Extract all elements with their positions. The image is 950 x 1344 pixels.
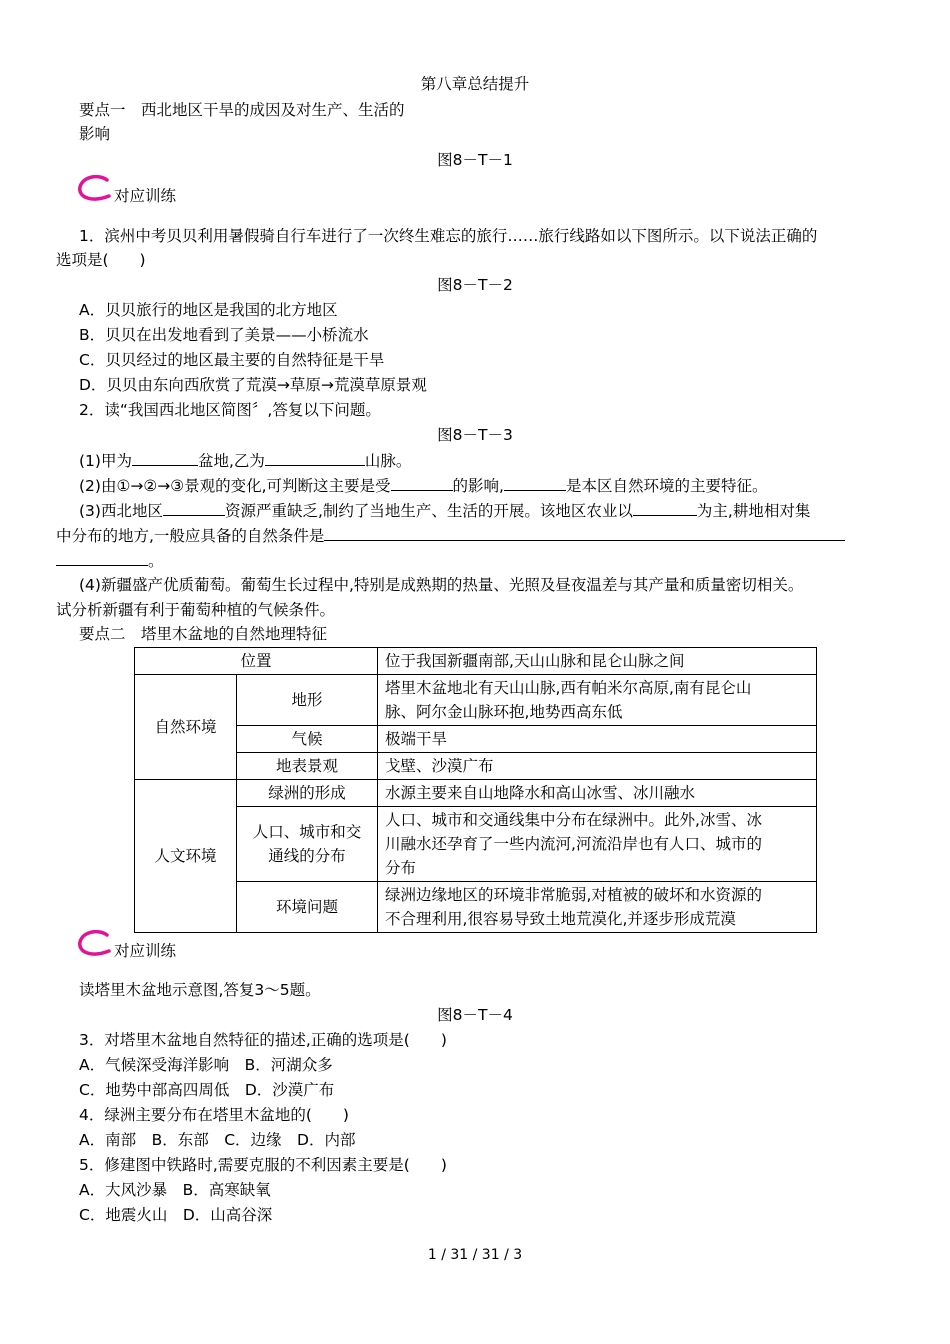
- section2-intro: 读塔里木盆地示意图,答复3～5题。: [79, 981, 321, 999]
- figure-caption-1: 图8－T－1: [437, 151, 513, 169]
- q5-options-ab: A．大风沙暴 B．高寒缺氧: [79, 1181, 271, 1199]
- table-row: [135, 780, 817, 807]
- training-label-1: 对应训练: [114, 187, 177, 205]
- q2-intro: 2．读“我国西北地区简图〞,答复以下问题。: [79, 401, 381, 419]
- answer-blank[interactable]: [132, 449, 198, 466]
- table-row: [135, 807, 817, 882]
- q5-stem: 5．修建图中铁路时,需要克服的不利因素主要是( ): [79, 1156, 447, 1174]
- table-cell: 位置: [135, 648, 378, 675]
- answer-blank[interactable]: [163, 499, 225, 516]
- answer-blank[interactable]: [504, 474, 566, 491]
- table-row: [135, 675, 817, 726]
- q1-option-c: C．贝贝经过的地区最主要的自然特征是干旱: [79, 351, 385, 369]
- answer-blank[interactable]: [633, 499, 697, 516]
- answer-blank[interactable]: [324, 524, 845, 541]
- page-title: 第八章总结提升: [420, 75, 530, 93]
- section1-heading-cont: 影响: [79, 125, 111, 143]
- figure-caption-2: 图8－T－2: [437, 276, 513, 294]
- q2-part2: (2)由①→②→③景观的变化,可判断这主要是受 的影响, 是本区自然环境的主要特征。: [79, 474, 768, 497]
- section1-heading: 要点一 西北地区干旱的成因及对生产、生活的: [79, 101, 405, 119]
- table-cell: 环境问题: [237, 882, 378, 933]
- table-cell: 绿洲边缘地区的环境非常脆弱,对植被的破坏和水资源的 不合理利用,很容易导致土地荒漠化,并逐步形成荒漠: [378, 882, 817, 933]
- answer-blank[interactable]: [56, 549, 148, 566]
- table-cell: 自然环境: [135, 675, 237, 780]
- q2-part1: (1)甲为 盆地,乙为 山脉。: [79, 449, 411, 472]
- q3-stem: 3．对塔里木盆地自然特征的描述,正确的选项是( ): [79, 1031, 447, 1049]
- figure-caption-3: 图8－T－3: [437, 426, 513, 444]
- q2-part3-cont: 中分布的地方,一般应具备的自然条件是: [56, 524, 845, 547]
- table-cell: 地表景观: [237, 753, 378, 780]
- q2-part4: (4)新疆盛产优质葡萄。葡萄生长过程中,特别是成熟期的热量、光照及昼夜温差与其产量和质量密切相关。: [79, 576, 804, 594]
- table-cell: 人口、城市和交通线集中分布在绿洲中。此外,冰雪、冰 川融水还孕育了一些内流河,河流沿岸也有人口、城市的 分布: [378, 807, 817, 882]
- table-cell: 极端干旱: [378, 726, 817, 753]
- q2-part3: (3)西北地区 资源严重缺乏,制约了当地生产、生活的开展。该地区农业以 为主,耕地相对集: [79, 499, 810, 522]
- q1-option-d: D．贝贝由东向西欣赏了荒漠→草原→荒漠草原景观: [79, 376, 427, 394]
- q1-option-b: B．贝贝在出发地看到了美景——小桥流水: [79, 326, 369, 344]
- q2-part3-end: 。: [56, 549, 164, 572]
- q4-options: A．南部 B．东部 C．边缘 D．内部: [79, 1131, 356, 1149]
- answer-blank[interactable]: [265, 449, 365, 466]
- table-cell: 地形: [237, 675, 378, 726]
- q2-part4-cont: 试分析新疆有利于葡萄种植的气候条件。: [56, 601, 336, 619]
- table-cell: 气候: [237, 726, 378, 753]
- q4-stem: 4．绿洲主要分布在塔里木盆地的( ): [79, 1106, 349, 1124]
- swoosh-icon: [77, 930, 111, 960]
- answer-blank[interactable]: [391, 474, 453, 491]
- figure-caption-4: 图8－T－4: [437, 1006, 513, 1024]
- section2-heading: 要点二 塔里木盆地的自然地理特征: [79, 625, 328, 643]
- table-cell: 戈壁、沙漠广布: [378, 753, 817, 780]
- q1-stem: 1．滨州中考贝贝利用暑假骑自行车进行了一次终生难忘的旅行……旅行线路如以下图所示。以下说法正确的: [79, 227, 818, 245]
- q1-option-a: A．贝贝旅行的地区是我国的北方地区: [79, 301, 338, 319]
- table-row: [135, 882, 817, 933]
- training-label-2: 对应训练: [114, 942, 177, 960]
- page-number: 1 / 31 / 31 / 3: [427, 1247, 523, 1263]
- table-row: [135, 726, 817, 753]
- tarim-features-table: [134, 647, 817, 933]
- q5-options-cd: C．地震火山 D．山高谷深: [79, 1206, 273, 1224]
- swoosh-icon: [77, 175, 111, 205]
- table-cell: 位于我国新疆南部,天山山脉和昆仑山脉之间: [378, 648, 817, 675]
- table-row: [135, 648, 817, 675]
- q1-stem-cont: 选项是( ): [56, 251, 146, 269]
- table-cell: 绿洲的形成: [237, 780, 378, 807]
- table-cell: 人文环境: [135, 780, 237, 933]
- table-row: [135, 753, 817, 780]
- q3-options-cd: C．地势中部高四周低 D．沙漠广布: [79, 1081, 335, 1099]
- q3-options-ab: A．气候深受海洋影响 B．河湖众多: [79, 1056, 333, 1074]
- table-cell: 塔里木盆地北有天山山脉,西有帕米尔高原,南有昆仑山 脉、阿尔金山脉环抱,地势西高东低: [378, 675, 817, 726]
- table-cell: 人口、城市和交 通线的分布: [237, 807, 378, 882]
- table-cell: 水源主要来自山地降水和高山冰雪、冰川融水: [378, 780, 817, 807]
